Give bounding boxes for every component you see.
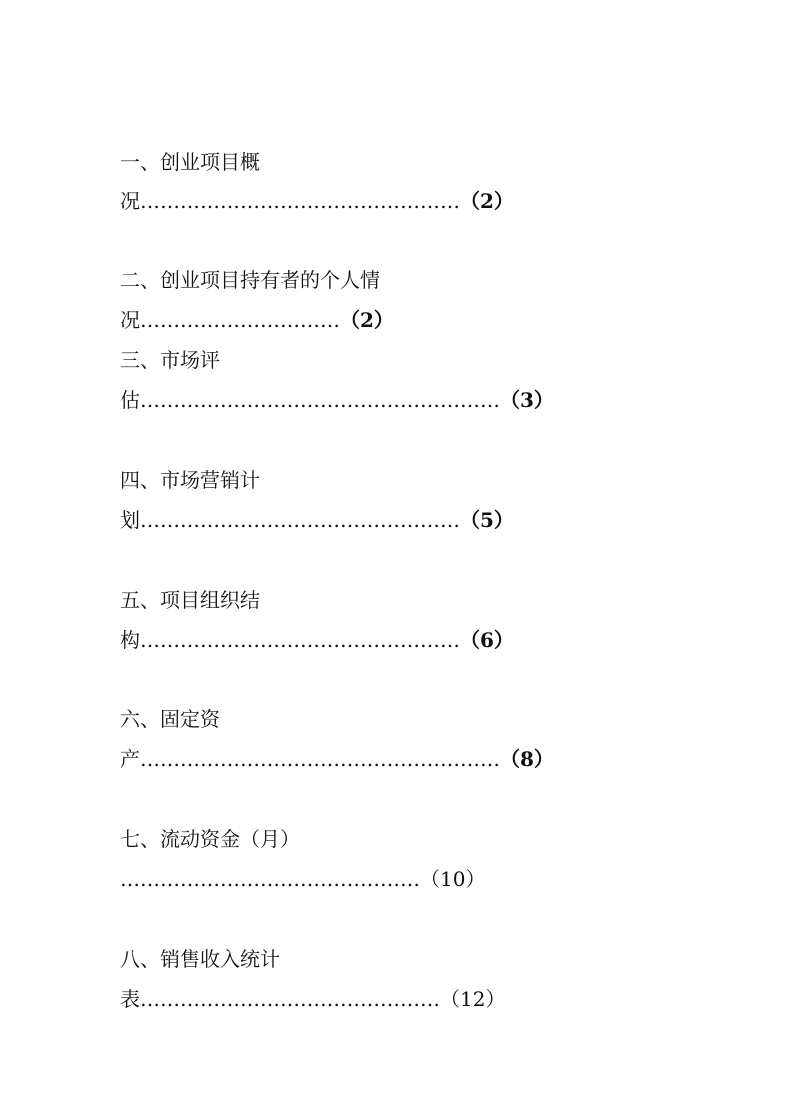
toc-entry-7-page: （10）	[420, 867, 486, 891]
toc-entry-2-leader: …………………………	[140, 308, 340, 332]
toc-entry-5-page: （6）	[460, 628, 514, 652]
toc-entry-1-leader: …………………………………………	[140, 189, 460, 213]
toc-entry-8-page: （12）	[440, 987, 506, 1011]
toc-entry-5-tail: 构	[120, 628, 140, 652]
toc-entry-6-leader: ………………………………………………	[140, 747, 500, 771]
toc-entry-7-leader-line	[120, 866, 485, 892]
toc-entry-4-tail: 划	[120, 508, 140, 532]
toc-entry-6-title: 六、固定资	[120, 707, 220, 731]
toc-entry-7-title: 七、流动资金（月）	[120, 827, 300, 851]
toc-entry-5-title: 五、项目组织结	[120, 588, 260, 612]
toc-entry-1-tail: 况	[120, 189, 140, 213]
toc-entry-4-page: （5）	[460, 508, 514, 532]
toc-entry-2-tail: 况	[120, 308, 140, 332]
toc-entry-1-leader-line	[120, 188, 514, 214]
toc-entry-8-leader: ………………………………………	[140, 987, 440, 1011]
toc-entry-3-page: （3）	[500, 388, 554, 412]
toc-entry-4-leader-line	[120, 507, 514, 533]
toc-entry-8-title: 八、销售收入统计	[120, 947, 280, 971]
toc-entry-2-title: 二、创业项目持有者的个人情	[120, 268, 380, 292]
toc-entry-3-leader: ………………………………………………	[140, 388, 500, 412]
toc-entry-1-title: 一、创业项目概	[120, 150, 260, 174]
toc-entry-3-tail: 估	[120, 388, 140, 412]
toc-entry-3-leader-line	[120, 387, 554, 413]
toc-entry-4-title: 四、市场营销计	[120, 468, 260, 492]
toc-entry-4-leader: …………………………………………	[140, 508, 460, 532]
toc-entry-8-leader-line	[120, 986, 505, 1012]
toc-entry-6-page: （8）	[500, 747, 554, 771]
toc-entry-2-page: （2）	[340, 308, 394, 332]
toc-entry-1-page: （2）	[460, 189, 514, 213]
toc-entry-2-leader-line	[120, 307, 394, 333]
toc-entry-5-leader: …………………………………………	[140, 628, 460, 652]
toc-entry-6-leader-line	[120, 746, 554, 772]
toc-entry-7-leader: ………………………………………	[120, 867, 420, 891]
toc-entry-5-leader-line	[120, 627, 514, 653]
toc-entry-3-title: 三、市场评	[120, 348, 220, 372]
toc-entry-6-tail: 产	[120, 747, 140, 771]
toc-entry-8-tail: 表	[120, 987, 140, 1011]
